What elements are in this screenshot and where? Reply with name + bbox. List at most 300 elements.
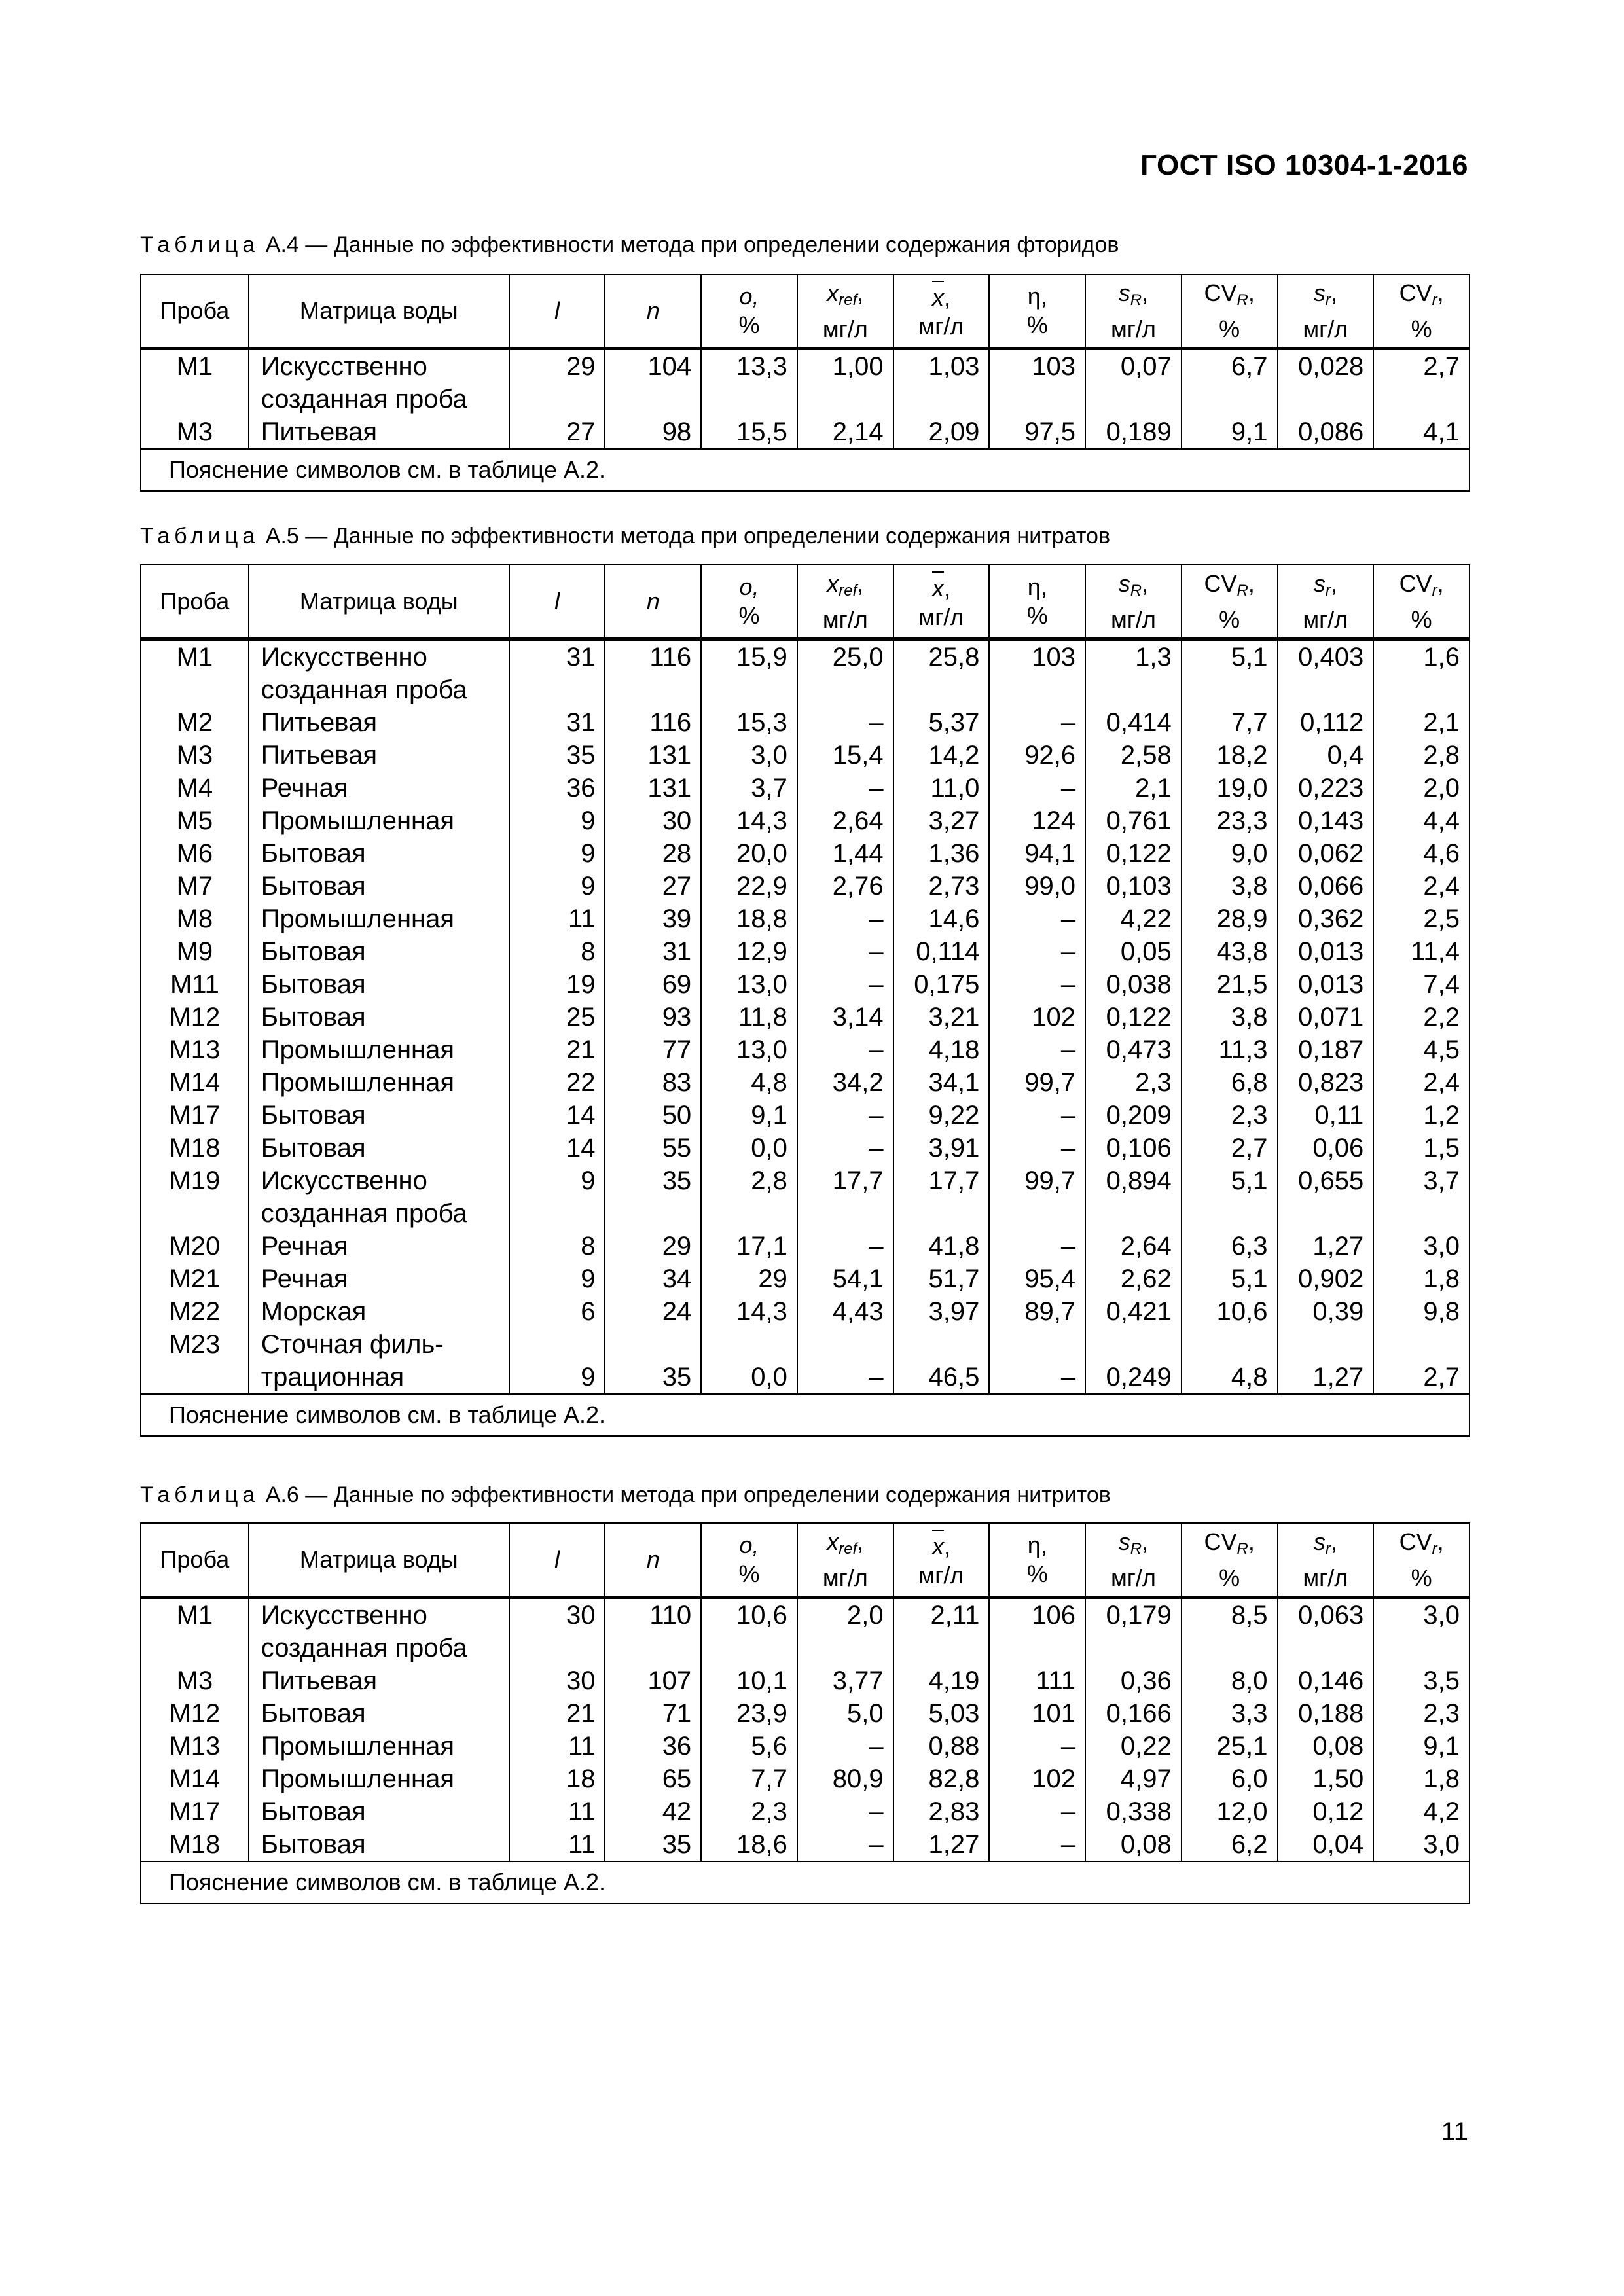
cell-xbar: 9,22 (893, 1099, 990, 1132)
cell-o: 14,3 (701, 1295, 797, 1328)
cell-matrix: Бытовая (249, 1795, 509, 1828)
cell-cvr: 3,0 (1373, 1598, 1470, 1665)
cell-eta: – (989, 1099, 1085, 1132)
cell-sample: M12 (141, 1001, 249, 1033)
cell-o: 23,9 (701, 1697, 797, 1730)
cell-cvR: 6,3 (1182, 1230, 1278, 1263)
table-a4 (140, 274, 1470, 492)
cell-l: 29 (509, 349, 605, 416)
table-a4-label: Таблица (140, 232, 260, 257)
cell-sR: 0,338 (1085, 1795, 1182, 1828)
cell-sr: 0,086 (1278, 416, 1374, 449)
cell-xbar: 46,5 (893, 1328, 990, 1394)
cell-sample: M13 (141, 1033, 249, 1066)
cell-xref: 2,14 (797, 416, 893, 449)
cell-sR: 0,189 (1085, 416, 1182, 449)
cell-xbar: 4,18 (893, 1033, 990, 1066)
cell-matrix: Речная (249, 1230, 509, 1263)
cell-n: 107 (605, 1664, 701, 1697)
cell-cvr: 2,7 (1373, 349, 1470, 416)
cell-sample: M18 (141, 1132, 249, 1164)
cell-cvR: 8,0 (1182, 1664, 1278, 1697)
cell-sr: 0,655 (1278, 1164, 1374, 1230)
cell-sR: 4,97 (1085, 1763, 1182, 1795)
table-a6 (140, 1522, 1470, 1904)
cell-sR: 2,3 (1085, 1066, 1182, 1099)
cell-sR: 0,179 (1085, 1598, 1182, 1665)
cell-sr: 0,143 (1278, 804, 1374, 837)
cell-xbar: 25,8 (893, 639, 990, 707)
cell-sr: 0,063 (1278, 1598, 1374, 1665)
cell-eta: 99,0 (989, 870, 1085, 903)
col-l: l (509, 565, 605, 639)
cell-o: 15,9 (701, 639, 797, 707)
cell-sR: 0,05 (1085, 935, 1182, 968)
col-cvR: $CV_R$, % (1182, 1523, 1278, 1598)
cell-xbar: 3,27 (893, 804, 990, 837)
col-xbar: x, мг/л (893, 274, 990, 349)
col-xref: $x_{ref}$, мг/л (797, 274, 893, 349)
cell-xbar: 4,19 (893, 1664, 990, 1697)
cell-sample: M1 (141, 1598, 249, 1665)
table-a6-title: А.6 — Данные по эффективности метода при определении содержания нитритов (265, 1482, 1111, 1507)
table-row (141, 1795, 1470, 1828)
cell-l: 22 (509, 1066, 605, 1099)
cell-sr: 0,403 (1278, 639, 1374, 707)
col-sR: $s_R$, мг/л (1085, 565, 1182, 639)
cell-matrix: Промышленная (249, 903, 509, 935)
cell-o: 13,3 (701, 349, 797, 416)
cell-sR: 2,1 (1085, 772, 1182, 804)
cell-n: 110 (605, 1598, 701, 1665)
cell-eta: 103 (989, 349, 1085, 416)
cell-sample: M19 (141, 1164, 249, 1230)
cell-xref: – (797, 1730, 893, 1763)
cell-eta: 103 (989, 639, 1085, 707)
col-xref: $x_{ref}$, мг/л (797, 1523, 893, 1598)
cell-n: 71 (605, 1697, 701, 1730)
cell-eta: 102 (989, 1763, 1085, 1795)
cell-l: 11 (509, 903, 605, 935)
cell-matrix: Искусственно созданная проба (249, 349, 509, 416)
cell-cvr: 2,0 (1373, 772, 1470, 804)
cell-xbar: 2,73 (893, 870, 990, 903)
cell-xbar: 1,36 (893, 837, 990, 870)
cell-n: 39 (605, 903, 701, 935)
cell-xbar: 2,11 (893, 1598, 990, 1665)
cell-l: 14 (509, 1132, 605, 1164)
cell-sr: 0,223 (1278, 772, 1374, 804)
cell-sR: 0,038 (1085, 968, 1182, 1001)
table-row (141, 870, 1470, 903)
col-cvR: $CV_R$, % (1182, 565, 1278, 639)
cell-sr: 0,188 (1278, 1697, 1374, 1730)
cell-sample: M22 (141, 1295, 249, 1328)
cell-xref: 3,14 (797, 1001, 893, 1033)
cell-xref: 2,64 (797, 804, 893, 837)
cell-sr: 0,04 (1278, 1828, 1374, 1861)
table-note-row (141, 1861, 1470, 1903)
cell-l: 35 (509, 739, 605, 772)
cell-sample: M18 (141, 1828, 249, 1861)
cell-xref: – (797, 772, 893, 804)
col-l: l (509, 1523, 605, 1598)
cell-eta: 102 (989, 1001, 1085, 1033)
cell-cvr: 11,4 (1373, 935, 1470, 968)
cell-n: 30 (605, 804, 701, 837)
cell-xref: – (797, 1828, 893, 1861)
cell-xref: 2,0 (797, 1598, 893, 1665)
cell-matrix: Сточная филь- трационная (249, 1328, 509, 1394)
cell-xbar: 1,03 (893, 349, 990, 416)
cell-n: 28 (605, 837, 701, 870)
cell-n: 104 (605, 349, 701, 416)
cell-cvR: 3,3 (1182, 1697, 1278, 1730)
col-eta: η, % (989, 565, 1085, 639)
cell-sr: 0,11 (1278, 1099, 1374, 1132)
cell-o: 5,6 (701, 1730, 797, 1763)
cell-sR: 0,209 (1085, 1099, 1182, 1132)
cell-eta: 95,4 (989, 1263, 1085, 1295)
cell-sample: M5 (141, 804, 249, 837)
cell-cvr: 4,1 (1373, 416, 1470, 449)
table-a6-label: Таблица (140, 1482, 260, 1507)
cell-sample: M2 (141, 706, 249, 739)
cell-sample: M3 (141, 739, 249, 772)
cell-eta: 89,7 (989, 1295, 1085, 1328)
table-header-row (141, 274, 1470, 349)
cell-eta: – (989, 1795, 1085, 1828)
cell-o: 3,7 (701, 772, 797, 804)
table-row (141, 1132, 1470, 1164)
cell-eta: – (989, 1730, 1085, 1763)
cell-sr: 0,362 (1278, 903, 1374, 935)
cell-n: 31 (605, 935, 701, 968)
cell-matrix: Питьевая (249, 706, 509, 739)
cell-sample: M12 (141, 1697, 249, 1730)
cell-sR: 2,64 (1085, 1230, 1182, 1263)
cell-sample: M13 (141, 1730, 249, 1763)
cell-sR: 0,473 (1085, 1033, 1182, 1066)
cell-eta: 124 (989, 804, 1085, 837)
cell-xref: 17,7 (797, 1164, 893, 1230)
cell-xref: – (797, 1230, 893, 1263)
col-o: o, % (701, 274, 797, 349)
cell-eta: – (989, 706, 1085, 739)
cell-sample: M6 (141, 837, 249, 870)
cell-o: 18,6 (701, 1828, 797, 1861)
cell-sr: 0,146 (1278, 1664, 1374, 1697)
cell-matrix: Бытовая (249, 935, 509, 968)
cell-l: 30 (509, 1598, 605, 1665)
cell-sR: 2,62 (1085, 1263, 1182, 1295)
cell-matrix: Питьевая (249, 416, 509, 449)
cell-sR: 0,36 (1085, 1664, 1182, 1697)
cell-cvR: 5,1 (1182, 1164, 1278, 1230)
cell-n: 69 (605, 968, 701, 1001)
cell-cvR: 25,1 (1182, 1730, 1278, 1763)
col-sr: $s_r$, мг/л (1278, 1523, 1374, 1598)
cell-xref: 54,1 (797, 1263, 893, 1295)
cell-xref: – (797, 1033, 893, 1066)
col-cvR: $CV_R$, % (1182, 274, 1278, 349)
table-row (141, 349, 1470, 416)
cell-eta: – (989, 1230, 1085, 1263)
cell-n: 50 (605, 1099, 701, 1132)
cell-matrix: Бытовая (249, 1001, 509, 1033)
cell-xbar: 82,8 (893, 1763, 990, 1795)
cell-l: 9 (509, 1164, 605, 1230)
col-xbar: x, мг/л (893, 1523, 990, 1598)
cell-matrix: Бытовая (249, 870, 509, 903)
cell-sample: M7 (141, 870, 249, 903)
cell-sr: 0,013 (1278, 968, 1374, 1001)
cell-sr: 1,27 (1278, 1230, 1374, 1263)
cell-n: 77 (605, 1033, 701, 1066)
page-number: 11 (1441, 2117, 1468, 2146)
cell-l: 21 (509, 1697, 605, 1730)
cell-sr: 1,27 (1278, 1328, 1374, 1394)
cell-sR: 0,249 (1085, 1328, 1182, 1394)
cell-cvr: 2,4 (1373, 870, 1470, 903)
cell-cvR: 2,3 (1182, 1099, 1278, 1132)
cell-o: 22,9 (701, 870, 797, 903)
table-row (141, 739, 1470, 772)
table-note: Пояснение символов см. в таблице А.2. (141, 1861, 1470, 1903)
cell-cvr: 3,0 (1373, 1230, 1470, 1263)
cell-cvr: 7,4 (1373, 968, 1470, 1001)
cell-l: 31 (509, 639, 605, 707)
cell-sample: M9 (141, 935, 249, 968)
cell-n: 131 (605, 739, 701, 772)
cell-cvR: 28,9 (1182, 903, 1278, 935)
cell-xbar: 2,09 (893, 416, 990, 449)
cell-cvr: 4,5 (1373, 1033, 1470, 1066)
cell-n: 27 (605, 870, 701, 903)
cell-sR: 4,22 (1085, 903, 1182, 935)
cell-matrix: Промышленная (249, 1066, 509, 1099)
cell-n: 131 (605, 772, 701, 804)
cell-sR: 0,894 (1085, 1164, 1182, 1230)
table-row (141, 1033, 1470, 1066)
cell-l: 25 (509, 1001, 605, 1033)
cell-sample: M8 (141, 903, 249, 935)
table-header-row (141, 565, 1470, 639)
cell-sR: 2,58 (1085, 739, 1182, 772)
cell-xref: 3,77 (797, 1664, 893, 1697)
cell-matrix: Речная (249, 772, 509, 804)
cell-matrix: Промышленная (249, 1033, 509, 1066)
cell-eta: – (989, 903, 1085, 935)
cell-cvr: 1,2 (1373, 1099, 1470, 1132)
table-row (141, 706, 1470, 739)
cell-matrix: Морская (249, 1295, 509, 1328)
cell-n: 55 (605, 1132, 701, 1164)
cell-sr: 0,08 (1278, 1730, 1374, 1763)
cell-sR: 0,08 (1085, 1828, 1182, 1861)
cell-l: 9 (509, 1263, 605, 1295)
cell-xref: – (797, 903, 893, 935)
cell-xbar: 3,91 (893, 1132, 990, 1164)
cell-o: 10,6 (701, 1598, 797, 1665)
cell-sR: 0,22 (1085, 1730, 1182, 1763)
cell-cvr: 2,1 (1373, 706, 1470, 739)
cell-sr: 0,066 (1278, 870, 1374, 903)
cell-sr: 0,028 (1278, 349, 1374, 416)
cell-xbar: 5,03 (893, 1697, 990, 1730)
cell-eta: 111 (989, 1664, 1085, 1697)
cell-cvr: 1,5 (1373, 1132, 1470, 1164)
cell-matrix: Бытовая (249, 1697, 509, 1730)
table-row (141, 772, 1470, 804)
cell-cvR: 4,8 (1182, 1328, 1278, 1394)
cell-sr: 0,062 (1278, 837, 1374, 870)
table-row (141, 416, 1470, 449)
cell-n: 35 (605, 1828, 701, 1861)
cell-sr: 0,06 (1278, 1132, 1374, 1164)
table-row (141, 1295, 1470, 1328)
cell-o: 11,8 (701, 1001, 797, 1033)
cell-cvR: 21,5 (1182, 968, 1278, 1001)
col-cvr: $CV_r$, % (1373, 565, 1470, 639)
table-row (141, 1263, 1470, 1295)
cell-xbar: 17,7 (893, 1164, 990, 1230)
cell-o: 18,8 (701, 903, 797, 935)
cell-cvr: 2,5 (1373, 903, 1470, 935)
cell-sr: 0,071 (1278, 1001, 1374, 1033)
col-sR: $s_R$, мг/л (1085, 274, 1182, 349)
cell-sample: M14 (141, 1066, 249, 1099)
cell-l: 9 (509, 804, 605, 837)
cell-matrix: Бытовая (249, 837, 509, 870)
cell-xref: 5,0 (797, 1697, 893, 1730)
table-note-row (141, 449, 1470, 491)
cell-cvr: 3,0 (1373, 1828, 1470, 1861)
cell-matrix: Питьевая (249, 739, 509, 772)
cell-xbar: 0,175 (893, 968, 990, 1001)
table-row (141, 639, 1470, 707)
table-row (141, 1730, 1470, 1763)
cell-xref: 1,44 (797, 837, 893, 870)
cell-sr: 0,902 (1278, 1263, 1374, 1295)
cell-xbar: 1,27 (893, 1828, 990, 1861)
cell-xref: – (797, 1795, 893, 1828)
document-id: ГОСТ ISO 10304-1-2016 (1140, 149, 1468, 181)
col-xbar: x, мг/л (893, 565, 990, 639)
cell-xbar: 0,88 (893, 1730, 990, 1763)
cell-o: 2,8 (701, 1164, 797, 1230)
cell-xref: 1,00 (797, 349, 893, 416)
cell-o: 20,0 (701, 837, 797, 870)
cell-cvR: 19,0 (1182, 772, 1278, 804)
table-row (141, 1099, 1470, 1132)
cell-cvr: 3,5 (1373, 1664, 1470, 1697)
cell-matrix: Искусственно созданная проба (249, 1164, 509, 1230)
table-a5-caption (140, 524, 1110, 549)
cell-l: 14 (509, 1099, 605, 1132)
cell-sr: 0,4 (1278, 739, 1374, 772)
table-note: Пояснение символов см. в таблице А.2. (141, 449, 1470, 491)
col-cvr: $CV_r$, % (1373, 1523, 1470, 1598)
col-xref: $x_{ref}$, мг/л (797, 565, 893, 639)
cell-xbar: 51,7 (893, 1263, 990, 1295)
cell-cvR: 3,8 (1182, 870, 1278, 903)
table-a6-caption (140, 1482, 1111, 1508)
cell-xref: – (797, 968, 893, 1001)
cell-xbar: 11,0 (893, 772, 990, 804)
cell-matrix: Бытовая (249, 1828, 509, 1861)
col-sr: $s_r$, мг/л (1278, 274, 1374, 349)
cell-n: 29 (605, 1230, 701, 1263)
cell-l: 11 (509, 1730, 605, 1763)
cell-n: 35 (605, 1328, 701, 1394)
table-a5-title: А.5 — Данные по эффективности метода при определении содержания нитратов (265, 524, 1111, 548)
cell-sample: M11 (141, 968, 249, 1001)
cell-sR: 0,166 (1085, 1697, 1182, 1730)
cell-o: 7,7 (701, 1763, 797, 1795)
cell-l: 36 (509, 772, 605, 804)
cell-xbar: 5,37 (893, 706, 990, 739)
cell-cvr: 1,6 (1373, 639, 1470, 707)
col-o: o, % (701, 565, 797, 639)
cell-o: 0,0 (701, 1132, 797, 1164)
table-row (141, 1598, 1470, 1665)
table-row (141, 804, 1470, 837)
cell-cvR: 12,0 (1182, 1795, 1278, 1828)
col-n: n (605, 1523, 701, 1598)
cell-cvr: 2,3 (1373, 1697, 1470, 1730)
cell-o: 15,5 (701, 416, 797, 449)
cell-o: 13,0 (701, 1033, 797, 1066)
cell-cvR: 9,1 (1182, 416, 1278, 449)
cell-sR: 0,07 (1085, 349, 1182, 416)
table-row (141, 1066, 1470, 1099)
cell-sr: 0,12 (1278, 1795, 1374, 1828)
cell-l: 31 (509, 706, 605, 739)
cell-xbar: 41,8 (893, 1230, 990, 1263)
col-sample: Проба (141, 1523, 249, 1598)
cell-sR: 0,103 (1085, 870, 1182, 903)
cell-xbar: 2,83 (893, 1795, 990, 1828)
cell-matrix: Речная (249, 1263, 509, 1295)
cell-cvr: 2,2 (1373, 1001, 1470, 1033)
cell-sR: 0,421 (1085, 1295, 1182, 1328)
cell-xbar: 3,21 (893, 1001, 990, 1033)
cell-n: 42 (605, 1795, 701, 1828)
cell-cvR: 9,0 (1182, 837, 1278, 870)
cell-cvR: 6,0 (1182, 1763, 1278, 1795)
cell-sample: M3 (141, 416, 249, 449)
cell-xbar: 34,1 (893, 1066, 990, 1099)
cell-matrix: Бытовая (249, 1132, 509, 1164)
col-sample: Проба (141, 565, 249, 639)
table-row (141, 903, 1470, 935)
cell-l: 9 (509, 1328, 605, 1394)
cell-l: 18 (509, 1763, 605, 1795)
table-row (141, 1328, 1470, 1394)
cell-l: 8 (509, 935, 605, 968)
cell-sample: M4 (141, 772, 249, 804)
cell-o: 0,0 (701, 1328, 797, 1394)
cell-matrix: Промышленная (249, 1763, 509, 1795)
col-eta: η, % (989, 1523, 1085, 1598)
table-row (141, 1664, 1470, 1697)
cell-eta: 97,5 (989, 416, 1085, 449)
cell-matrix: Искусственно созданная проба (249, 1598, 509, 1665)
cell-sr: 0,39 (1278, 1295, 1374, 1328)
table-row (141, 1697, 1470, 1730)
table-note-row (141, 1394, 1470, 1436)
